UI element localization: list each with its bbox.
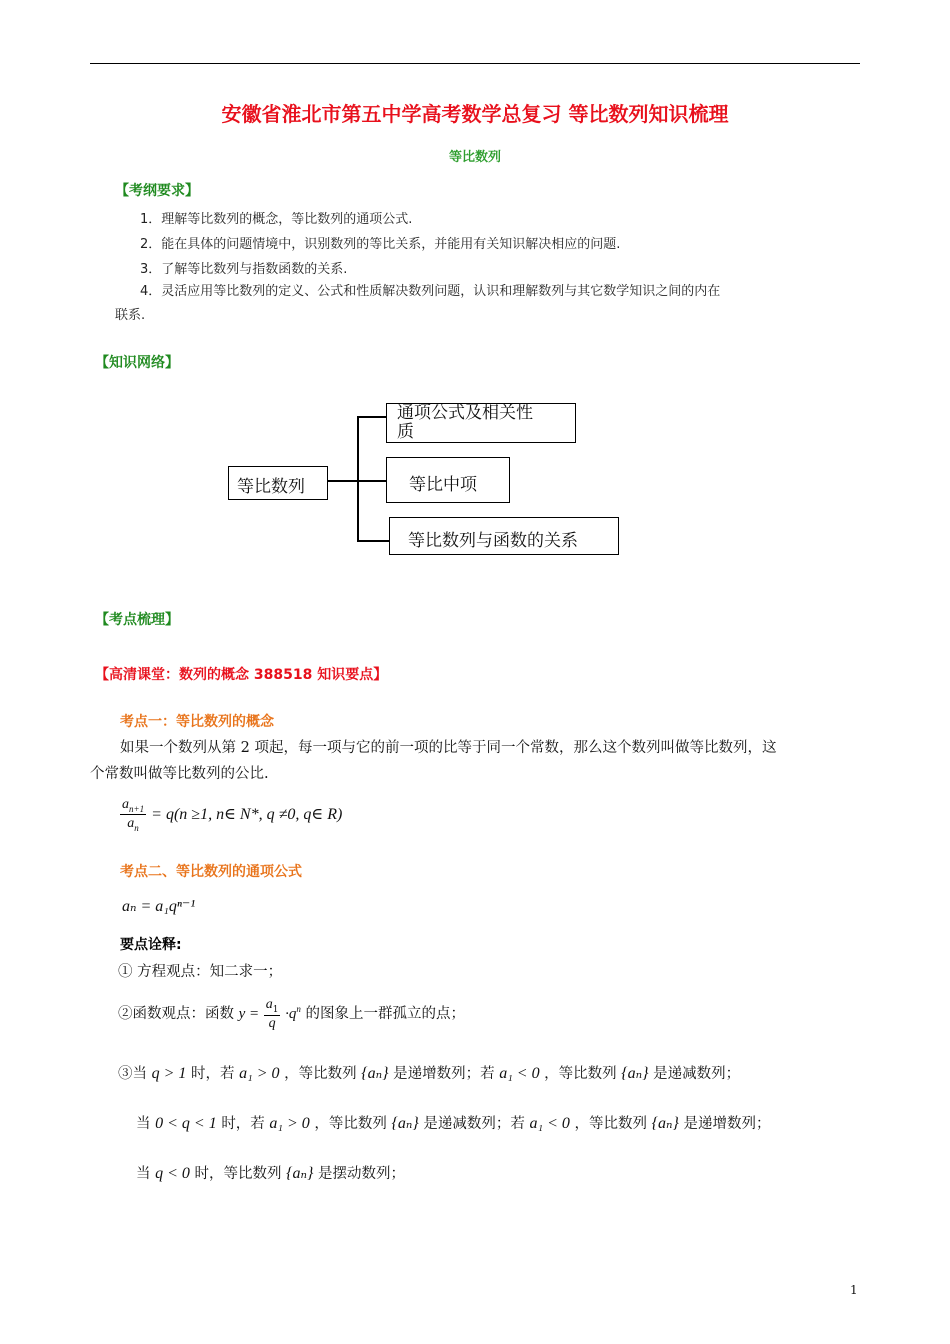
requirement-item: 1．理解等比数列的概念，等比数列的通项公式. [140,212,413,227]
requirement-item: 4．灵活应用等比数列的定义、公式和性质解决数列问题，认识和理解数列与其它数学知识之间的内在 [140,284,721,299]
connector-line [357,540,389,542]
note-2-suffix: 的图象上一群孤立的点； [305,1005,465,1022]
text-seq: ，等比数列 [574,1116,647,1132]
note-2: ②函数观点：函数 y = $\frac{a_1}{q}$ $\cdot q^n$ 的图象上一群孤立的点； [118,997,465,1031]
function-fraction: $\frac{a_1}{q}$ [265,997,279,1031]
ratio-fraction: $\frac{a_{n+1}}{a_n}$ [122,797,145,833]
diagram-node-geometric-mean [386,457,510,503]
knowledge-network-heading: 【知识网络】 [95,355,179,371]
text-seq: 时，等比数列 [194,1166,282,1182]
text-seq: ，等比数列 [314,1116,387,1132]
note-5 [136,1162,405,1183]
text-when: 当 [136,1166,151,1182]
exam-requirements-heading: 【考纲要求】 [115,183,199,199]
diagram-node-formula [386,403,576,443]
text-oscillating: 是摆动数列； [318,1166,406,1182]
note-4 [136,1112,770,1133]
text-increasing: 是递增数列； [683,1116,771,1132]
point1-formula-rhs: = q(n ≥1, n∈ N*, q ≠0, q∈ R) [151,805,343,823]
page-subtitle: 等比数列 [448,150,501,165]
cond-q-between: 0 < q < 1 [155,1115,217,1132]
sequence-an: {aₙ} [286,1165,314,1182]
requirement-item: 2．能在具体的问题情境中，识别数列的等比关系，并能用有关知识解决相应的问题. [140,237,621,252]
text-if: 时，若 [221,1116,265,1132]
text-if: 时，若 [191,1066,235,1082]
connector-line [357,480,387,482]
text-increasing: 是递增数列；若 [393,1066,495,1082]
connector-line [357,416,387,418]
cond-q-negative: q < 0 [155,1165,190,1182]
cond-a1-positive: a₁ > 0 [269,1115,310,1132]
notes-heading: 要点诠释: [120,937,182,953]
text-seq: ，等比数列 [544,1066,617,1082]
class-heading: 【高清课堂：数列的概念 388518 知识要点】 [95,667,388,683]
diagram-node-function-relation [389,517,619,555]
cond-a1-negative: a₁ < 0 [529,1115,570,1132]
diagram-root-node [228,466,328,500]
page-number: 1 [850,1283,858,1297]
cond-q-gt-1: q > 1 [151,1065,187,1082]
note-2-prefix: ②函数观点：函数 [118,1005,234,1022]
note-3 [118,1062,740,1083]
point1-heading: 考点一：等比数列的概念 [120,714,274,730]
point1-text: 如果一个数列从第 2 项起，每一项与它的前一项的比等于同一个常数，那么这个数列叫做等比数列，这 [120,740,777,756]
point2-formula: aₙ = a₁qⁿ⁻¹ [122,898,196,915]
diagram-node-label: 等比中项 [409,475,477,495]
sequence-an: {aₙ} [391,1115,419,1132]
text-when: 当 [136,1116,151,1132]
note-1: ① 方程观点：知二求一； [118,964,283,980]
cond-a1-positive: a₁ > 0 [239,1065,280,1082]
text-decreasing: 是递减数列；若 [423,1116,525,1132]
sequence-an: {aₙ} [621,1065,649,1082]
point2-heading: 考点二、等比数列的通项公式 [120,864,302,880]
connector-trunk [357,416,359,541]
page-title: 安徽省淮北市第五中学高考数学总复习 等比数列知识梳理 [221,102,729,126]
text-decreasing: 是递减数列； [653,1066,741,1082]
points-heading: 【考点梳理】 [95,612,179,628]
requirement-item-continued: 联系. [115,308,146,323]
diagram-node-label: 等比数列与函数的关系 [408,531,578,551]
header-rule [90,63,860,64]
sequence-an: {aₙ} [651,1115,679,1132]
cond-a1-negative: a₁ < 0 [499,1065,540,1082]
diagram-root-label: 等比数列 [237,477,305,497]
note-3-prefix: ③当 [118,1066,147,1082]
diagram-node-label: 质 [397,422,414,442]
diagram-node-label: 通项公式及相关性 [397,403,533,423]
point1-text-continued: 个常数叫做等比数列的公比. [90,766,269,782]
point1-formula [120,796,342,833]
requirement-item: 3．了解等比数列与指数函数的关系. [140,262,348,277]
sequence-an: {aₙ} [361,1065,389,1082]
connector-line [328,480,358,482]
text-seq: ，等比数列 [284,1066,357,1082]
